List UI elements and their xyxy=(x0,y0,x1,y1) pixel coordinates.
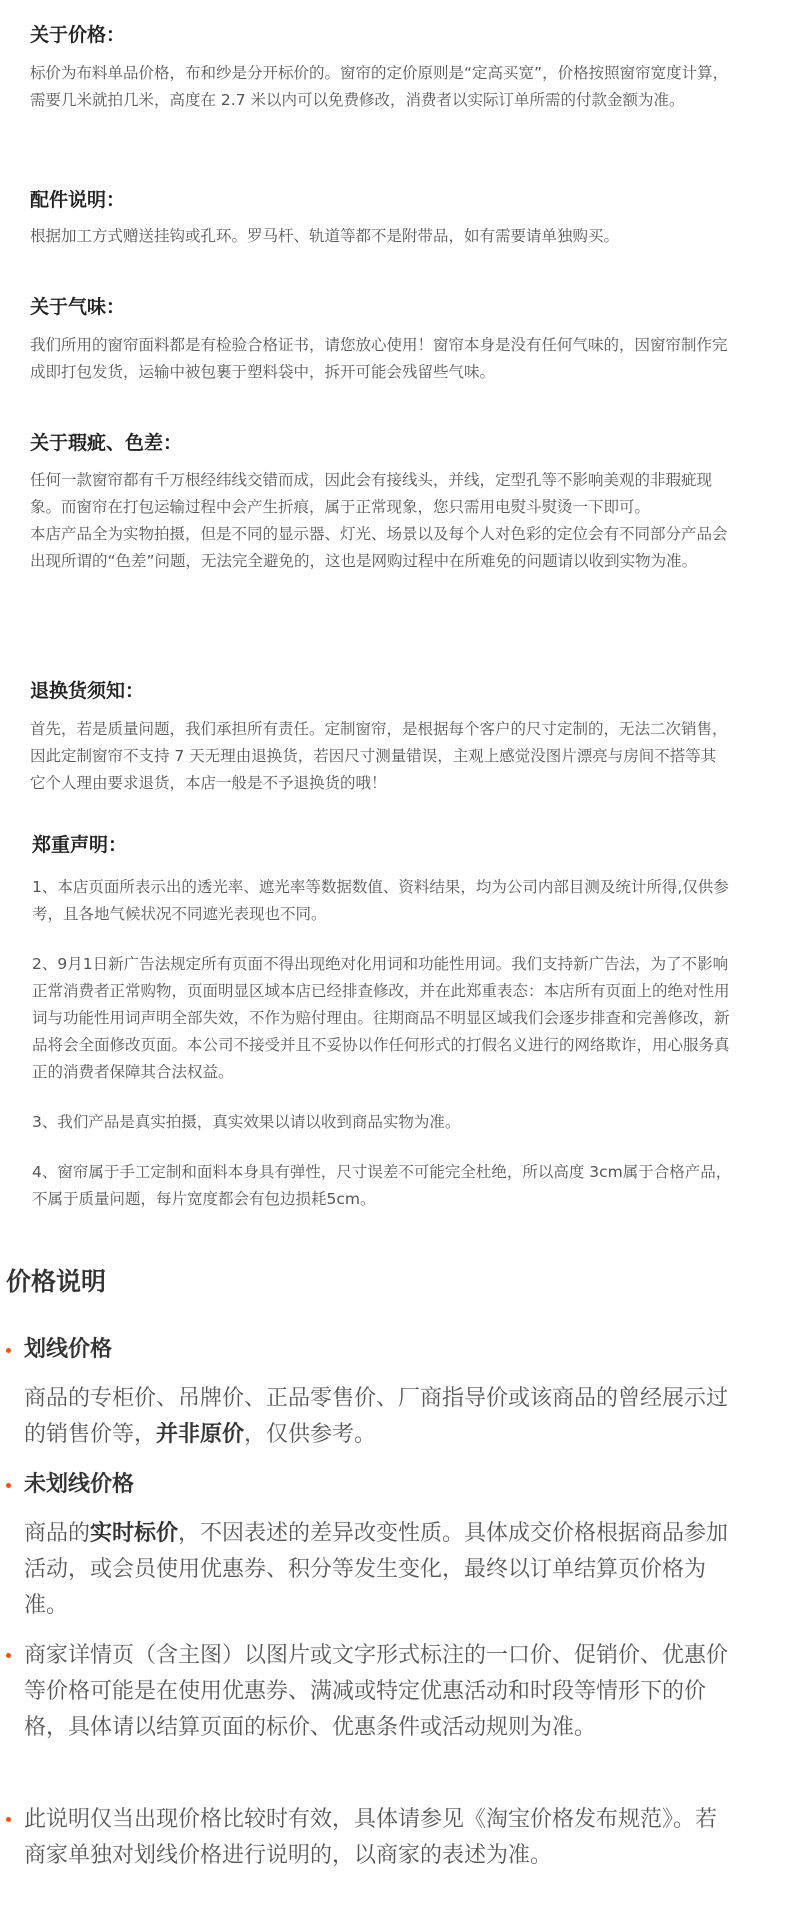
declaration-item-2: 2、9月1日新广告法规定所有页面不得出现绝对化用词和功能性用词。我们支持新广告法，为了不影响正常消费者正常购物，页面明显区域本店已经排查修改，并在此郑重表态：本店所有页面上的绝对性用词与功能性用词声明全部失效，不作为赔付理由。往期商品不明显区域我们会逐步排查和完善修改，新品将会全面修改页面。本公司不接受并且不妥协以作任何形式的打假名义进行的网络欺诈，用心服务真正的消费者保障其合法权益。 xyxy=(32,955,730,1081)
section-body-returns xyxy=(30,716,730,797)
paragraph: 我们所用的窗帘面料都是有检验合格证书，请您放心使用！窗帘本身是没有任何气味的，因窗帘制作完成即打包发货，运输中被包裹于塑料袋中，拆开可能会残留些气味。 xyxy=(30,336,728,381)
text-segment: 商品的专柜价、吊牌价、正品零售价、厂商指导价或该商品的曾经展示过的销售价等， xyxy=(24,1386,729,1447)
bold-segment: 实时标价 xyxy=(90,1521,179,1546)
declaration-body xyxy=(32,874,732,1213)
bold-segment: 并非原价 xyxy=(156,1422,245,1447)
text-segment: ，仅供参考。 xyxy=(244,1422,377,1447)
non-strikethrough-price-text xyxy=(24,1516,734,1624)
declaration-item-1: 1、本店页面所表示出的透光率、遮光率等数据数值、资料结果，均为公司内部目测及统计所得,仅供参考，且各地气候状况不同遮光表现也不同。 xyxy=(32,878,729,923)
price-note-2: 此说明仅当出现价格比较时有效，具体请参见《淘宝价格发布规范》。若商家单独对划线价格进行说明的，以商家的表述为准。 xyxy=(24,1807,718,1868)
text-segment: ，不因表述的差异改变性质。具体成交价格根据商品参加活动，或会员使用优惠券、积分等发生变化，最终以订单结算页价格为准。 xyxy=(24,1521,729,1618)
section-body-defects xyxy=(30,467,730,575)
bullet-dot-icon xyxy=(6,1348,11,1353)
section-title-price: 关于价格： xyxy=(30,24,126,46)
declaration-item-3: 3、我们产品是真实拍摄，真实效果以请以收到商品实物为准。 xyxy=(32,1113,461,1131)
section-body-accessories xyxy=(30,223,730,250)
section-title-odor: 关于气味： xyxy=(30,296,126,318)
price-note-1: 商家详情页（含主图）以图片或文字形式标注的一口价、促销价、优惠价等价格可能是在使用优惠券、满减或特定优惠活动和时段等情形下的价格，具体请以结算页面的标价、优惠条件或活动规则为准。 xyxy=(24,1643,729,1740)
strikethrough-price-text xyxy=(24,1381,734,1453)
section-title-returns: 退换货须知： xyxy=(30,680,145,702)
strikethrough-price-title: 划线价格 xyxy=(24,1337,113,1362)
paragraph: 任何一款窗帘都有千万根经纬线交错而成，因此会有接线头，并线，定型孔等不影响美观的非瑕疵现象。而窗帘在打包运输过程中会产生折痕，属于正常现象，您只需用电熨斗熨烫一下即可。 xyxy=(30,471,713,516)
bullet-dot-icon xyxy=(6,1483,11,1488)
paragraph: 本店产品全为实物拍摄，但是不同的显示器、灯光、场景以及每个人对色彩的定位会有不同部分产品会出现所谓的“色差”问题，无法完全避免的，这也是网购过程中在所难免的问题请以收到实物为准。 xyxy=(30,525,728,570)
section-body-price xyxy=(30,60,730,114)
non-strikethrough-price-title: 未划线价格 xyxy=(24,1472,135,1497)
declaration-item-4: 4、窗帘属于手工定制和面料本身具有弹性，尺寸误差不可能完全杜绝，所以高度 3cm属于合格产品，不属于质量问题，每片宽度都会有包边损耗5cm。 xyxy=(32,1163,732,1208)
text-segment: 商品的 xyxy=(24,1521,91,1546)
paragraph: 根据加工方式赠送挂钩或孔环。罗马杆、轨道等都不是附带品，如有需要请单独购买。 xyxy=(30,227,620,245)
section-title-accessories: 配件说明： xyxy=(30,189,126,211)
section-body-odor xyxy=(30,332,730,386)
paragraph: 首先，若是质量问题，我们承担所有责任。定制窗帘，是根据每个客户的尺寸定制的，无法二次销售，因此定制窗帘不支持 7 天无理由退换货，若因尺寸测量错误，主观上感觉没图片漂亮与房间不搭等其它个人理由要求退货，本店一般是不予退换货的哦！ xyxy=(30,720,728,792)
paragraph: 标价为布料单品价格，布和纱是分开标价的。窗帘的定价原则是“定高买宽”，价格按照窗帘宽度计算，需要几米就拍几米，高度在 2.7 米以内可以免费修改，消费者以实际订单所需的付款金额为准。 xyxy=(30,64,729,109)
bullet-dot-icon xyxy=(6,1653,11,1658)
price-info-heading: 价格说明 xyxy=(6,1267,107,1296)
declaration-title: 郑重声明： xyxy=(32,834,128,856)
section-title-defects: 关于瑕疵、色差： xyxy=(30,432,183,454)
bullet-dot-icon xyxy=(6,1817,11,1822)
